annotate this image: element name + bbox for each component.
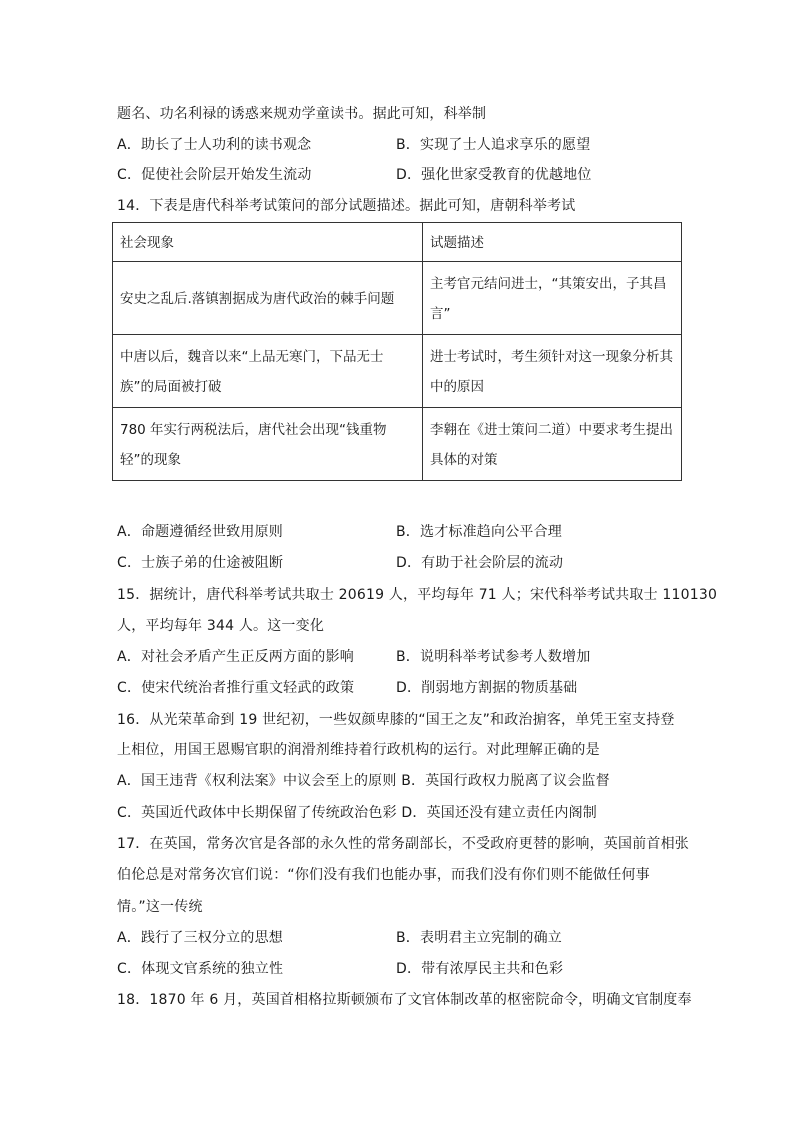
table-header-description: 试题描述 [423, 223, 682, 262]
q14-option-b: B．选才标准趋向公平合理 [396, 524, 563, 540]
q16-stem-line2: 上相位，用国王恩赐官职的润滑剂维持着行政机构的运行。对此理解正确的是 [117, 742, 600, 758]
q15-option-a: A．对社会矛盾产生正反两方面的影响 [117, 649, 354, 665]
q14-option-a: A．命题遵循经世致用原则 [117, 524, 283, 540]
q14-option-c: C．士族子弟的仕途被阻断 [117, 555, 284, 571]
table-row [113, 408, 682, 481]
q18-stem-line1: 18．1870 年 6 月，英国首相格拉斯顿颁布了文官体制改革的枢密院命令，明确文官制度奉 [117, 992, 692, 1008]
q16-options-ab: A．国王违背《权利法案》中议会至上的原则 B．英国行政权力脱离了议会监督 [117, 773, 610, 789]
table-row [113, 335, 682, 408]
table-cell: 780 年实行两税法后，唐代社会出现“钱重物轻”的现象 [113, 408, 423, 481]
q16-options-cd: C．英国近代政体中长期保留了传统政治色彩 D．英国还没有建立责任内阁制 [117, 805, 598, 821]
q17-stem-line2: 伯伦总是对常务次官们说：“你们没有我们也能办事，而我们没有你们则不能做任何事 [117, 867, 650, 883]
q17-option-b: B．表明君主立宪制的确立 [396, 930, 563, 946]
table-cell: 进士考试时，考生须针对这一现象分析其中的原因 [423, 335, 682, 408]
q15-stem-line2: 人，平均每年 344 人。这一变化 [117, 618, 325, 634]
q17-stem-line3: 情。”这一传统 [117, 899, 203, 915]
table-header-row [113, 223, 682, 262]
q13-option-c: C．促使社会阶层开始发生流动 [117, 167, 312, 183]
table-cell: 中唐以后，魏音以来“上品无寒门，下品无士族”的局面被打破 [113, 335, 423, 408]
q15-option-b: B．说明科举考试参考人数增加 [396, 649, 591, 665]
q15-option-d: D．削弱地方割据的物质基础 [396, 680, 578, 696]
q13-option-a: A．助长了士人功利的读书观念 [117, 137, 312, 153]
q17-stem-line1: 17．在英国，常务次官是各部的永久性的常务副部长，不受政府更替的影响，英国前首相张 [117, 836, 690, 852]
q14-option-d: D．有助于社会阶层的流动 [396, 555, 564, 571]
table-cell: 主考官元结问进士，“其策安出，子其昌言” [423, 262, 682, 335]
table-header-phenomenon: 社会现象 [113, 223, 423, 262]
q13-option-d: D．强化世家受教育的优越地位 [396, 167, 592, 183]
q17-option-d: D．带有浓厚民主共和色彩 [396, 961, 564, 977]
q15-option-c: C．使宋代统治者推行重文轻武的政策 [117, 680, 355, 696]
table-row [113, 262, 682, 335]
table-cell: 安史之乱后.落镇割据成为唐代政治的棘手问题 [113, 262, 423, 335]
q14-table [112, 222, 682, 481]
q17-option-c: C．体现文官系统的独立性 [117, 961, 284, 977]
intro-line: 题名、功名利禄的诱惑来规劝学童读书。据此可知，科举制 [117, 106, 487, 122]
table-cell: 李翱在《进士策问二道）中要求考生提出具体的对策 [423, 408, 682, 481]
q17-option-a: A．践行了三权分立的思想 [117, 930, 283, 946]
q15-stem-line1: 15．据统计，唐代科举考试共取士 20619 人，平均每年 71 人；宋代科举考试共取士 110130 [117, 587, 718, 603]
q16-stem-line1: 16．从光荣革命到 19 世纪初，一些奴颜卑膝的“国王之友”和政治掮客，单凭王室支持登 [117, 712, 675, 728]
q14-stem: 14．下表是唐代科举考试策问的部分试题描述。据此可知，唐朝科举考试 [117, 198, 576, 214]
q13-option-b: B．实现了士人追求享乐的愿望 [396, 137, 591, 153]
